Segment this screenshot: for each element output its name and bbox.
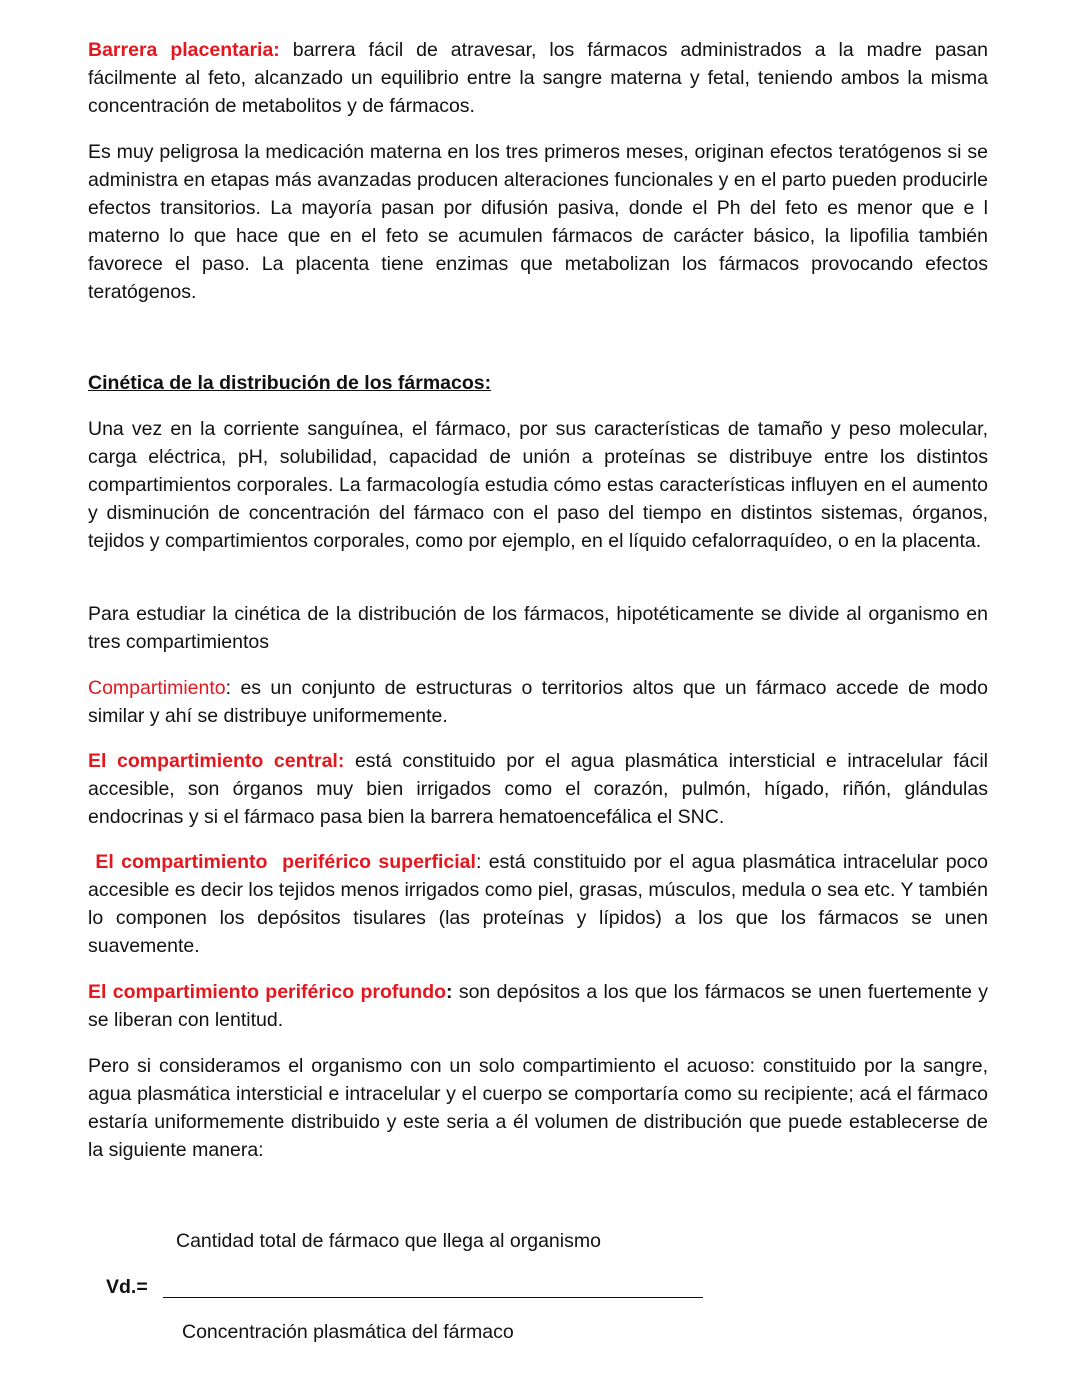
paragraph-text: : es un conjunto de estructuras o territorios altos que un fármaco accede de modo similar y ahí se distribuye uniformemente.: [88, 677, 988, 727]
paragraph-compartimiento-central: [88, 747, 988, 831]
paragraph-compartimiento: [88, 674, 988, 730]
paragraph-un-compartimiento: Pero si consideramos el organismo con un solo compartimiento el acuoso: constituido por la sangre, agua plasmática intersticial e intracelular y el cuerpo se comportaría como su recipiente; acá el fármaco estaría uniformemente distribuido y este seria a él volumen de distribución que puede establecerse de la siguiente manera:: [88, 1055, 988, 1161]
paragraph-periferico-profundo: [88, 978, 988, 1034]
paragraph-text: : está constituido por el agua plasmática intracelular poco accesible es decir los tejidos menos irrigados como piel, grasas, músculos, medula o sea etc. Y también lo componen los depósitos tisulares (las proteínas y lípidos) a los que los fármacos se unen suavemente.: [88, 851, 988, 957]
paragraph-text: está constituido por el agua plasmática intersticial e intracelular fácil accesible, son órganos muy bien irrigados como el corazón, pulmón, hígado, riñón, glándulas endocrinas y si el fármaco pasa bien la barrera hematoencefálica el SNC.: [88, 750, 988, 828]
term-label: Compartimiento: [88, 677, 226, 699]
section-heading: Cinética de la distribución de los fármacos:: [88, 372, 492, 394]
fraction-line: [163, 1297, 703, 1298]
paragraph-corriente-sanguinea: Una vez en la corriente sanguínea, el fármaco, por sus características de tamaño y peso molecular, carga eléctrica, pH, solubilidad, capacidad de unión a proteínas se distribuye entre los distintos compartimientos corporales. La farmacología estudia cómo estas características influyen en el aumento y disminución de concentración del fármaco con el paso del tiempo en distintos sistemas, órganos, tejidos y compartimientos corporales, como por ejemplo, en el líquido cefalorraquídeo, o en la placenta.: [88, 418, 988, 552]
formula-lhs: Vd.=: [106, 1276, 148, 1298]
paragraph-periferico-superficial: [88, 848, 988, 960]
term-colon: :: [446, 981, 453, 1003]
term-label: El compartimiento periférico superficial: [88, 851, 476, 873]
paragraph-text: barrera fácil de atravesar, los fármacos administrados a la madre pasan fácilmente al feto, alcanzado un equilibrio entre la sangre materna y fetal, teniendo ambos la misma concentración de metabolitos y de fármacos.: [88, 39, 988, 117]
term-label: Barrera placentaria:: [88, 39, 280, 61]
paragraph-barrera-placentaria: [88, 36, 988, 120]
term-label: El compartimiento periférico profundo: [88, 981, 447, 1003]
formula-denominator: Concentración plasmática del fármaco: [182, 1321, 514, 1343]
formula-numerator: Cantidad total de fármaco que llega al organismo: [176, 1230, 601, 1252]
paragraph-medicacion-materna: Es muy peligrosa la medicación materna en los tres primeros meses, originan efectos teratógenos si se administra en etapas más avanzadas producen alteraciones funcionales y en el parto pueden producirle efectos transitorios. La mayoría pasan por difusión pasiva, donde el Ph del feto es menor que e l materno lo que hace que en el feto se acumulen fármacos de carácter básico, la lipofilia también favorece el paso. La placenta tiene enzimas que metabolizan los fármacos provocando efectos teratógenos.: [88, 141, 988, 303]
term-label: El compartimiento central:: [88, 750, 345, 772]
paragraph-text: son depósitos a los que los fármacos se unen fuertemente y se liberan con lentitud.: [88, 981, 988, 1031]
paragraph-tres-compartimientos: Para estudiar la cinética de la distribución de los fármacos, hipotéticamente se divide al organismo en tres compartimientos: [88, 603, 988, 653]
